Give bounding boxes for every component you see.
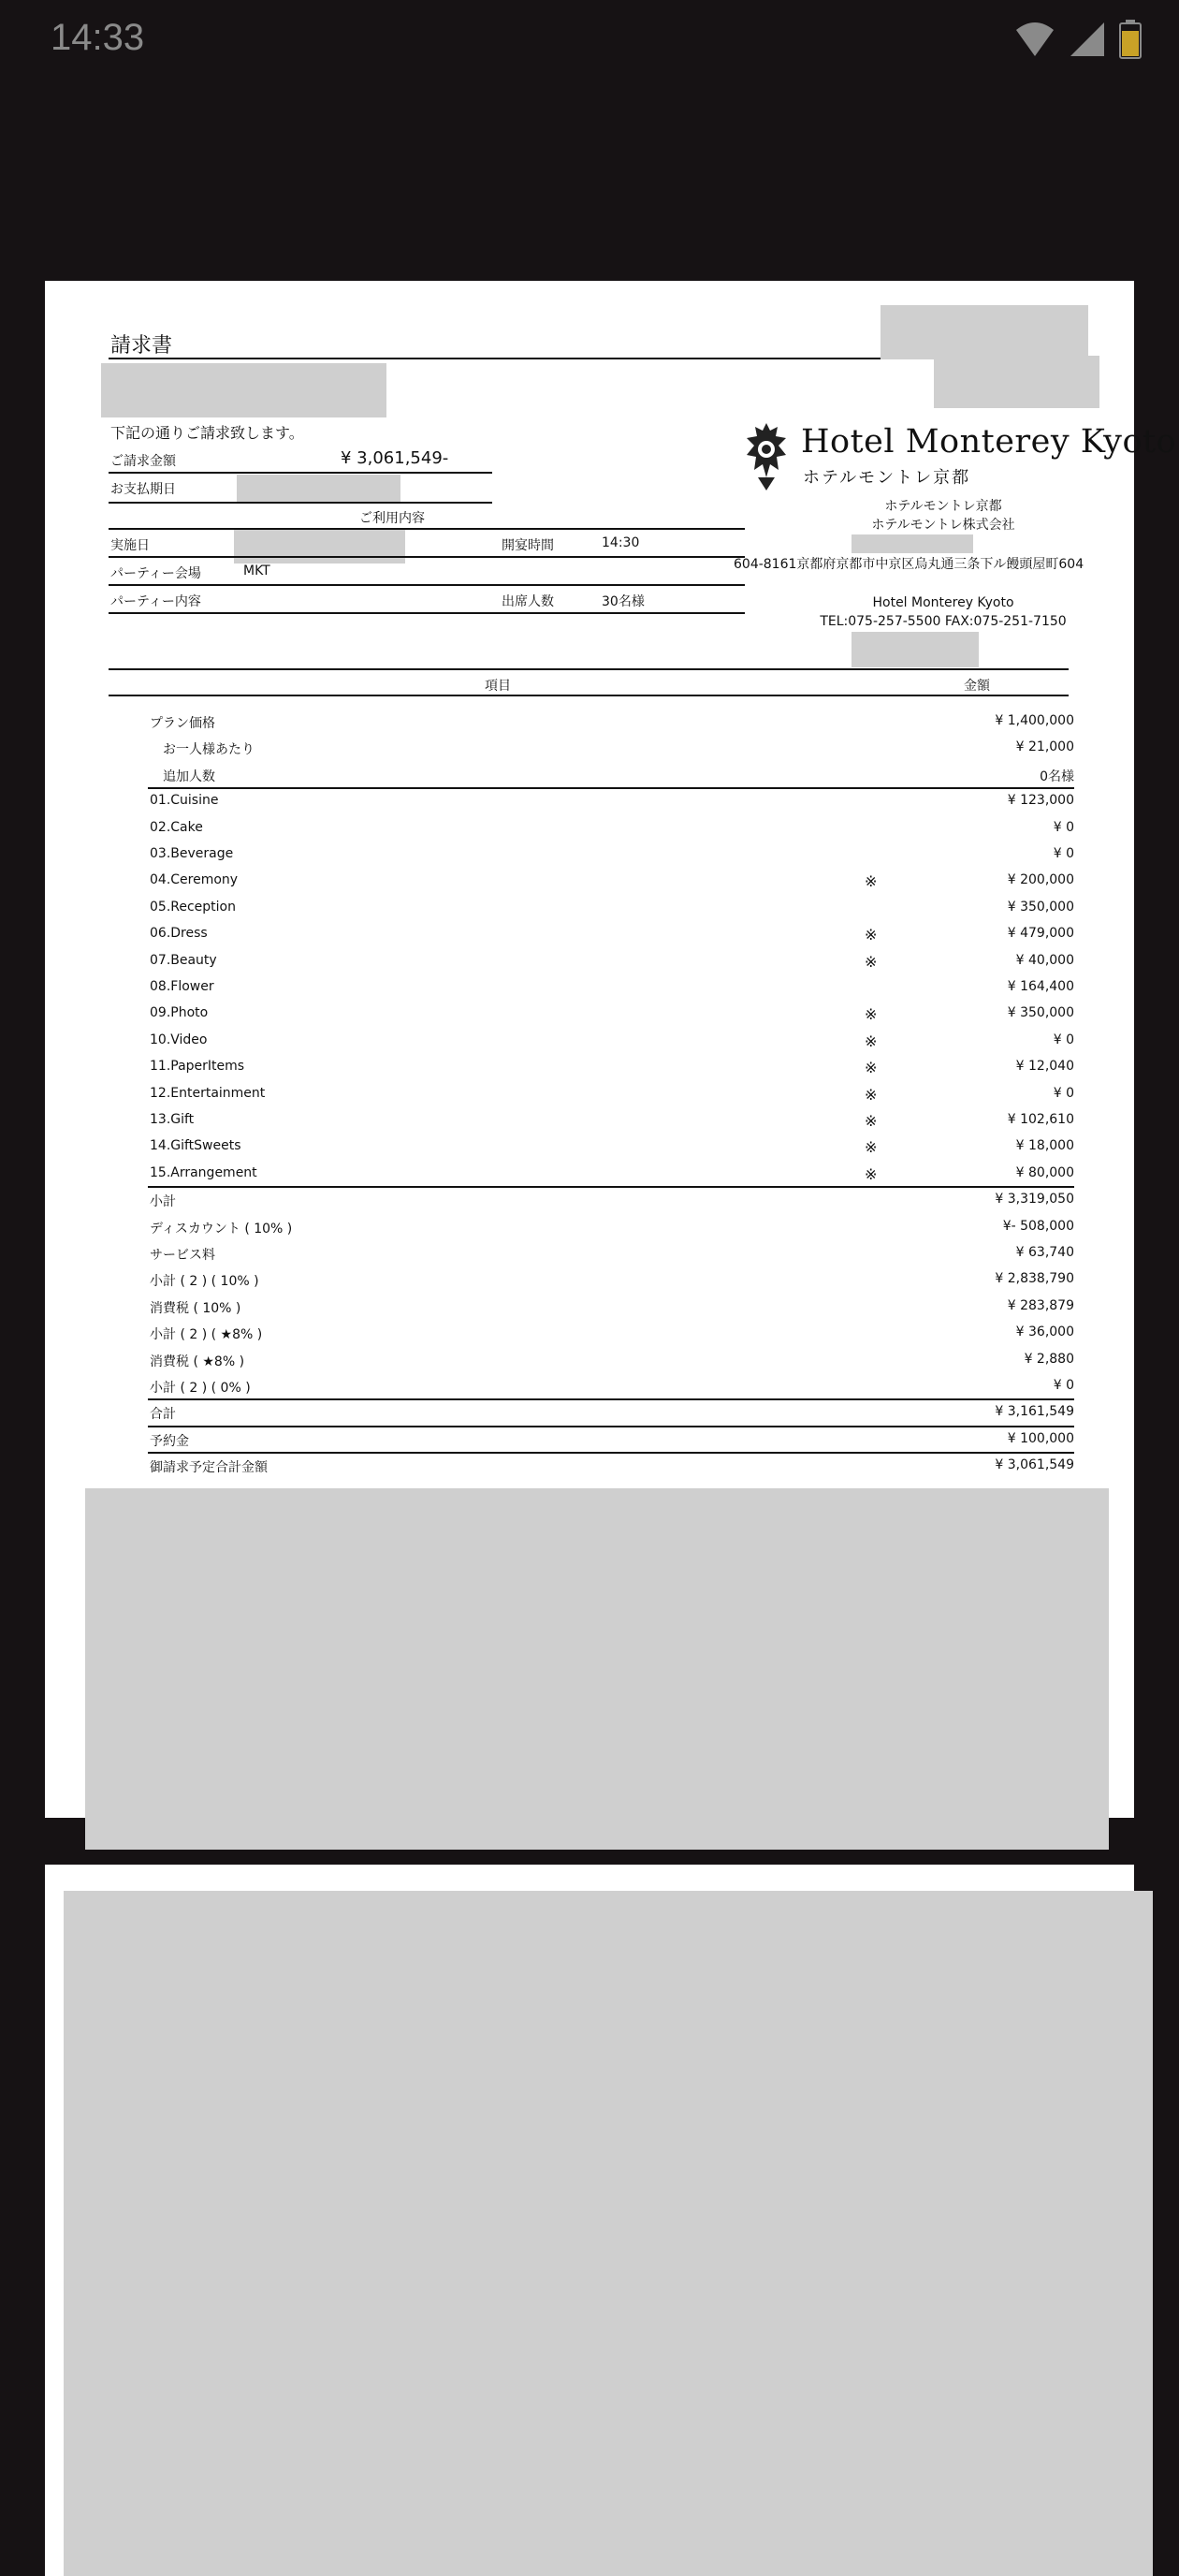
row-mark: ※	[865, 1085, 878, 1104]
row-label: 消費税 ( ★8% )	[150, 1354, 245, 1369]
items-divider	[148, 1186, 1074, 1188]
plan-divider	[148, 787, 1074, 789]
hotel-name-en: Hotel Monterey Kyoto	[872, 595, 1014, 610]
row-amount: ¥ 350,000	[1007, 1005, 1074, 1021]
summary-divider	[148, 1398, 1074, 1400]
row-label: 01.Cuisine	[150, 793, 219, 809]
row-label: 04.Ceremony	[150, 872, 239, 888]
row-amount: ¥ 100,000	[1007, 1430, 1074, 1446]
row-amount: ¥ 164,400	[1007, 979, 1074, 994]
title-underline	[109, 358, 930, 359]
usage-label: ご利用内容	[359, 511, 425, 526]
row-mark: ※	[865, 1164, 878, 1183]
redacted-block	[852, 632, 979, 667]
row-label: 追加人数	[163, 768, 215, 784]
venue-label: パーティー会場	[110, 566, 201, 581]
row-amount: ¥ 3,319,050	[995, 1192, 1074, 1208]
row-mark: ※	[865, 1059, 878, 1077]
row-amount: ¥ 0	[1053, 1032, 1074, 1047]
row-label: 07.Beauty	[150, 952, 217, 968]
row-amount: ¥ 102,610	[1007, 1112, 1074, 1127]
row-mark: ※	[865, 1005, 878, 1024]
row-label: 08.Flower	[150, 979, 214, 994]
start-time-label: 開宴時間	[502, 538, 554, 553]
redacted-recipient	[101, 363, 386, 417]
invoice-page-1	[45, 281, 1177, 1818]
row-label: 15.Arrangement	[150, 1164, 257, 1180]
row-amount: ¥ 18,000	[1015, 1138, 1074, 1154]
row-label: 06.Dress	[150, 926, 208, 942]
event-date-label: 実施日	[110, 538, 150, 553]
total-divider	[148, 1426, 1074, 1427]
row-mark: ※	[865, 952, 878, 971]
row-amount: ¥ 1,400,000	[995, 713, 1074, 728]
hotel-logo-jp: ホテルモントレ京都	[803, 468, 971, 488]
content-label: パーティー内容	[110, 594, 201, 609]
row-amount: ¥ 21,000	[1015, 739, 1074, 755]
payment-due-label: お支払期日	[110, 482, 176, 497]
redacted-block	[881, 305, 1088, 359]
wifi-icon	[1014, 21, 1055, 58]
intro-text: 下記の通りご請求致します。	[110, 424, 304, 442]
row-label: 03.Beverage	[150, 846, 234, 861]
row-label: 小計	[150, 1194, 176, 1210]
divider	[109, 502, 492, 504]
attendees: 30名様	[602, 594, 645, 609]
redacted-date	[237, 475, 400, 503]
row-amount: ¥ 3,161,549	[995, 1404, 1074, 1420]
row-mark: ※	[865, 872, 878, 891]
billing-amount-label: ご請求金額	[110, 454, 176, 469]
table-header-item: 項目	[485, 679, 511, 694]
row-label: ディスカウント ( 10% )	[150, 1221, 293, 1237]
billing-amount: ¥ 3,061,549-	[341, 448, 449, 468]
row-amount: ¥ 0	[1053, 1085, 1074, 1101]
row-label: 11.PaperItems	[150, 1059, 245, 1075]
row-amount: ¥ 36,000	[1015, 1325, 1074, 1340]
row-label: 予約金	[150, 1433, 189, 1449]
hotel-company: ホテルモントレ株式会社	[871, 518, 1015, 533]
invoice-title: 請求書	[110, 334, 173, 358]
invoice-page-2	[45, 1865, 1134, 2576]
row-amount: ¥ 12,040	[1015, 1059, 1074, 1075]
redacted-block	[852, 534, 973, 553]
row-label: 小計 ( 2 ) ( 10% )	[150, 1274, 259, 1290]
redacted-event-date	[234, 530, 405, 564]
row-mark: ※	[865, 1112, 878, 1130]
table-top-line	[109, 668, 1069, 670]
status-bar	[0, 0, 1179, 79]
row-amount: ¥- 508,000	[1002, 1218, 1074, 1234]
hotel-tel-fax: TEL:075-257-5500 FAX:075-251-7150	[820, 614, 1067, 629]
row-label: お一人様あたり	[163, 742, 255, 758]
row-amount: ¥ 200,000	[1007, 872, 1074, 888]
attendees-label: 出席人数	[502, 594, 554, 609]
redacted-block	[934, 356, 1099, 408]
hotel-crest-icon	[739, 419, 793, 492]
divider	[109, 556, 745, 558]
row-label: 合計	[150, 1407, 176, 1423]
status-time: 14:33	[51, 17, 145, 58]
table-header-line	[109, 695, 1069, 696]
row-amount: ¥ 2,838,790	[995, 1271, 1074, 1287]
divider	[109, 528, 745, 530]
divider	[109, 584, 745, 586]
row-amount: ¥ 3,061,549	[995, 1457, 1074, 1473]
row-amount: ¥ 283,879	[1007, 1297, 1074, 1313]
redacted-page	[64, 1891, 1153, 2576]
row-label: 13.Gift	[150, 1112, 195, 1127]
row-amount: ¥ 0	[1053, 1378, 1074, 1393]
row-label: 消費税 ( 10% )	[150, 1300, 241, 1316]
row-mark: ※	[865, 926, 878, 944]
row-amount: ¥ 63,740	[1015, 1245, 1074, 1260]
row-label: プラン価格	[150, 716, 215, 731]
row-amount: ¥ 0	[1053, 819, 1074, 835]
row-amount: ¥ 80,000	[1015, 1164, 1074, 1180]
hotel-address: 604-8161京都府京都市中京区烏丸通三条下ル饅頭屋町604	[734, 557, 1084, 572]
row-label: サービス料	[150, 1248, 215, 1263]
row-label: 御請求予定合計金額	[150, 1460, 268, 1476]
row-label: 12.Entertainment	[150, 1085, 266, 1101]
row-amount: ¥ 479,000	[1007, 926, 1074, 942]
table-header-amount: 金額	[964, 679, 990, 694]
divider	[109, 472, 492, 474]
redacted-footer	[85, 1488, 1109, 1850]
signal-icon	[1069, 21, 1106, 58]
row-label: 14.GiftSweets	[150, 1138, 241, 1154]
hotel-logo-text: Hotel Monterey Kyoto	[801, 423, 1177, 461]
start-time: 14:30	[602, 535, 640, 550]
row-mark: ※	[865, 1032, 878, 1050]
hotel-name-jp: ホテルモントレ京都	[884, 499, 1002, 514]
row-amount: 0名様	[1040, 768, 1074, 784]
row-label: 09.Photo	[150, 1005, 209, 1021]
row-amount: ¥ 350,000	[1007, 899, 1074, 915]
deposit-divider	[148, 1452, 1074, 1454]
row-label: 02.Cake	[150, 819, 203, 835]
row-label: 小計 ( 2 ) ( 0% )	[150, 1381, 251, 1396]
battery-icon	[1119, 20, 1142, 59]
row-amount: ¥ 0	[1053, 846, 1074, 861]
divider	[109, 612, 745, 614]
row-mark: ※	[865, 1138, 878, 1157]
row-amount: ¥ 40,000	[1015, 952, 1074, 968]
row-amount: ¥ 123,000	[1007, 793, 1074, 809]
row-label: 小計 ( 2 ) ( ★8% )	[150, 1327, 263, 1343]
row-amount: ¥ 2,880	[1024, 1351, 1074, 1367]
row-label: 05.Reception	[150, 899, 236, 915]
row-label: 10.Video	[150, 1032, 208, 1047]
status-icons	[1014, 19, 1142, 60]
venue: MKT	[243, 564, 270, 578]
